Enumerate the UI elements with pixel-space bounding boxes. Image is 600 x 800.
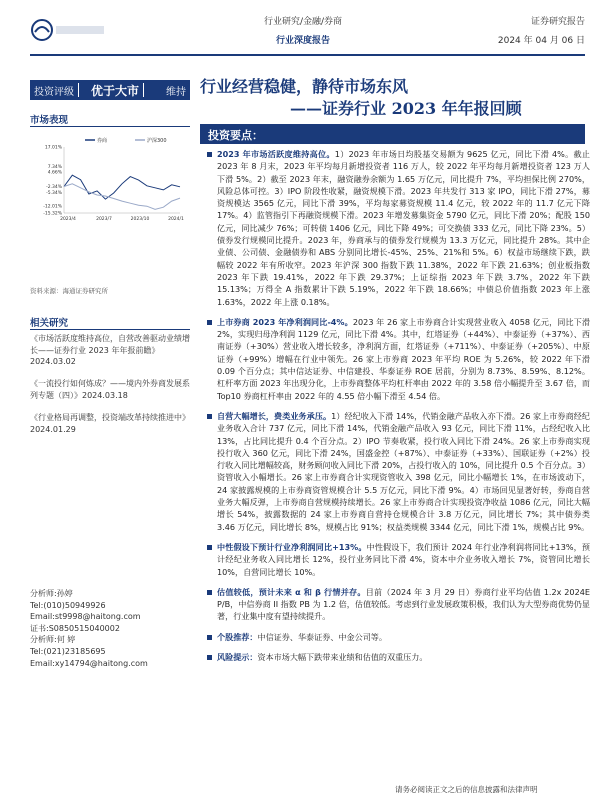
bullet-lead: 2023 年市场活跃度维持高位。: [217, 149, 335, 159]
bullet-text: 目前（2024 年 3 月 29 日）券商行业平均估值 1.2x 2024E P/B，中信券商 II 指数 PB 为 1.2 倍，估值较低。考虑到行业发展政策积极，我们认为大型券商优势仍显著，行业集中度有望持续提升。: [217, 586, 590, 622]
rating-value: 优于大市: [91, 83, 140, 98]
market-divider: [30, 126, 190, 127]
analyst-line: 证书:S0850515040002: [30, 623, 120, 633]
haitong-logo: [30, 18, 110, 42]
report-subtitle: ——证券行业 2023 年年报回顾: [290, 99, 522, 118]
series-line-brokers: [64, 175, 180, 199]
rating-separator: [78, 83, 87, 97]
legend-label: 沪深300: [147, 138, 167, 144]
bullet-text: 中信证券、华泰证券、中金公司等。: [257, 631, 387, 642]
bullet-text: 资本市场大幅下跌带来业绩和估值的双重压力。: [257, 651, 428, 662]
related-divider: [30, 329, 190, 330]
keypoint-bullet: [205, 586, 590, 623]
bullet-text: 2023 年 26 家上市券商合计实现营业收入 4058 亿元，同比下滑 2%，实现归母净利润 1129 亿元，同比下滑 4%。其中，红塔证券（+44%）、中泰证券（+37%）、西南证券（+30%）营业收入增长较多，净利润方面，红塔证券（+711%）、中泰证券（+205%）、中原证券（+99%）增幅在行业中领先。26 家上市券商 2023 年平均 ROE 为 5.26%，较 2022 年下滑 0.09 个百分点；其中信达证券、中信建投、华泰证券 ROE 居前，分别为 8.73%、8.59%、8.12%。杠杆率方面 2023 年出现分化，上市券商整体平均杠杆率由 2022 年的 3.58 倍小幅提升至 3.67 倍，而 Top10 券商杠杆率由 2022 年的 4.55 倍小幅下滑至 4.54 倍。: [217, 316, 591, 401]
y-tick-label: -2.34%: [46, 185, 62, 191]
rating-status: 维持: [166, 86, 186, 98]
x-tick-label: 2024/1: [168, 217, 184, 222]
bullet-text: 1）经纪收入下滑 14%，代销金融产品收入亦下滑。26 家上市券商经纪业务收入合计 737 亿元，同比下滑 14%，代销金融产品收入 93 亿元，同比下滑 11%，占经纪收入比 13%，占比同比提升 0.4 个百分点。2）IPO 节奏收紧，投行收入同比下滑 24%。26 家上市券商实现投行收入 360 亿元，同比下滑 24%，国盛金控（+87%）、中泰证券（+33%）、国联证券（+2%）投行收入同比增幅较高，财务顾问收入同比下滑 20%，占投行收入的 10%，同比提升 0.5 个百分点。3）资管收入小幅增长。26 家上市券商合计实现资管收入 398 亿元，同比小幅增长 1%，在市场波动下，24 家披露规模的上市券商资管规模合计 5.5 万亿元，同比下滑 9%。4）市场回见显著好转，券商自营业务大幅反弹，上市券商自营规模持续增长。26 家上市券商合计实现投资净收益 1086 亿元，同比大幅增长 54%，披露数据的 24 家上市券商自营持仓规模合计 3.8 万亿元，同比增长 7%；其中债券类 3.46 万亿元，同比增长 8%，规模占比 91%；权益类规模 3344 亿元，同比下滑 1%，规模占比 9%。: [217, 410, 590, 532]
keypoint-bullet: [205, 651, 590, 663]
x-tick-label: 2023/7: [96, 217, 112, 222]
analyst-line: 分析师:孙婷: [30, 589, 73, 598]
series-line-csi300: [64, 184, 180, 210]
bullet-text: 1）2023 年市场日均股基交易额为 9625 亿元，同比下滑 4%。截止 2023 年 8 月末，2023 年平均每月新增投资者 116 万人，较 2022 年平均每月新增投资者 123 万人下滑 5%。2）截至 2023 年末，融资融券余额为 1.65 万亿元，同比提升 7%，平均担保比例 270%，风险总体可控。3）IPO 阶段性收紧，融资规模下滑。2023 年共发行 313 家 IPO，同比下滑 27%，募资规模达 3565 亿元，同比下滑 39%，平均每家募资规模 11.4 亿元，较 2022 年的 11.7 亿元下降 17%。4）监管指引下再融资规模下滑。2023 年增发募集资金 5790 亿元，同比下滑 20%；配股 150 亿元，同比减少 76%；可转债 1406 亿元，同比下降 49%；可交换债 333 亿元，同比下降 23%。5）债券发行规模同比提升。2023 年，券商承与的债券发行规模为 13.3 万亿元，同比提升 28%。其中企业债、公司债、金融债券和 ABS 分别同比增长-45%、25%、21%和 5%。6）权益市场继续下跌，跌幅较 2022 年有所收窄。2023 年沪深 300 指数下跌 11.38%，2022 年下跌 21.63%；创业板指数 2023 年下跌 19.41%，2022 年下跌 29.37%；上证综指 2023 年下跌 3.7%，2022 年下跌 15.13%；万得全 A 指数累计下跌 5.19%，2022 年下跌 18.66%；中债总价值指数 2023 年上涨 1.63%，2022 年上涨 0.18%。: [217, 149, 590, 307]
y-tick-label: 4.66%: [47, 170, 62, 176]
bullet-lead: 中性假设下预计行业净利润同比+13%。: [217, 541, 367, 552]
y-tick-label: -5.34%: [46, 191, 62, 197]
industry-label: 行业研究/金融/券商: [263, 17, 343, 27]
related-item[interactable]: 《市场活跃度维持高位，自营改善驱动业绩增长——证券行业 2023 年年报前瞻》2024.03.02: [30, 334, 190, 366]
analyst-email[interactable]: Email:st9998@haitong.com: [30, 612, 141, 622]
report-type: 行业深度报告: [275, 36, 330, 46]
bullet-lead: 风险提示：: [217, 651, 258, 662]
header-right: [485, 14, 585, 46]
report-title: 行业经营稳健，静待市场东风: [200, 77, 409, 96]
analyst-line: Tel:(021)23185695: [30, 646, 106, 656]
bullet-lead: 估值较低，预计未来 α 和 β 行情并存。: [217, 586, 366, 597]
related-heading: 相关研究: [30, 318, 69, 329]
y-tick-label: -15.32%: [43, 211, 62, 217]
related-item[interactable]: 《一流投行如何炼成？——境内外券商发展系列专题（四）》2024.03.18: [30, 379, 190, 400]
keypoint-bullet: [205, 631, 590, 643]
doc-type: 证券研究报告: [530, 17, 585, 27]
market-performance-chart: [30, 135, 190, 225]
report-date: 2024 年 04 月 06 日: [497, 36, 585, 46]
x-tick-label: 2023/4: [60, 217, 76, 222]
chart-source: 资料来源：海通证券研究所: [30, 287, 108, 295]
y-tick-label: 7.34%: [47, 165, 62, 171]
market-heading: 市场表现: [30, 115, 69, 126]
bullet-text: 中性假设下，我们预计 2024 年行业净利润将同比+13%，预计经纪业务收入同比增长 12%，投行业务同比下滑 4%，资本中介业务收入增长 7%，资管同比增长 10%，自营同比增长 10%。: [217, 541, 590, 577]
keypoints-heading: 投资要点：: [200, 124, 585, 144]
keypoint-bullet: [205, 410, 590, 533]
keypoint-bullet: [205, 541, 590, 578]
analyst-info: [30, 588, 195, 669]
bullet-lead: 自营大幅增长，费类业务承压。: [217, 410, 332, 421]
rating-separator: [143, 83, 152, 97]
related-item[interactable]: 《行业格局再调整，投资端改革持续推进中》2024.01.29: [30, 413, 190, 434]
legend-label: 券商: [97, 138, 108, 144]
rating-label: 投资评级: [34, 86, 74, 98]
keypoint-bullet: [205, 148, 590, 308]
header-divider: [30, 54, 585, 56]
bullet-lead: 个股推荐：: [217, 631, 258, 642]
y-tick-label: -12.01%: [43, 204, 62, 210]
analyst-email[interactable]: Email:xy14794@haitong.com: [30, 658, 148, 668]
analyst-line: Tel:(010)50949926: [30, 600, 106, 610]
bullet-lead: 上市券商 2023 年净利润同比-4%。: [217, 316, 353, 327]
analyst-line: 分析师:何 婷: [30, 635, 76, 645]
y-tick-label: 17.01%: [44, 145, 62, 151]
keypoint-bullet: [205, 316, 590, 402]
keypoints-body: [205, 148, 590, 671]
rating-box: [30, 80, 190, 100]
header-left: [253, 14, 353, 46]
footer-disclaimer: 请务必阅读正文之后的信息披露和法律声明: [395, 785, 538, 794]
x-tick-label: 2023/10: [130, 217, 150, 222]
